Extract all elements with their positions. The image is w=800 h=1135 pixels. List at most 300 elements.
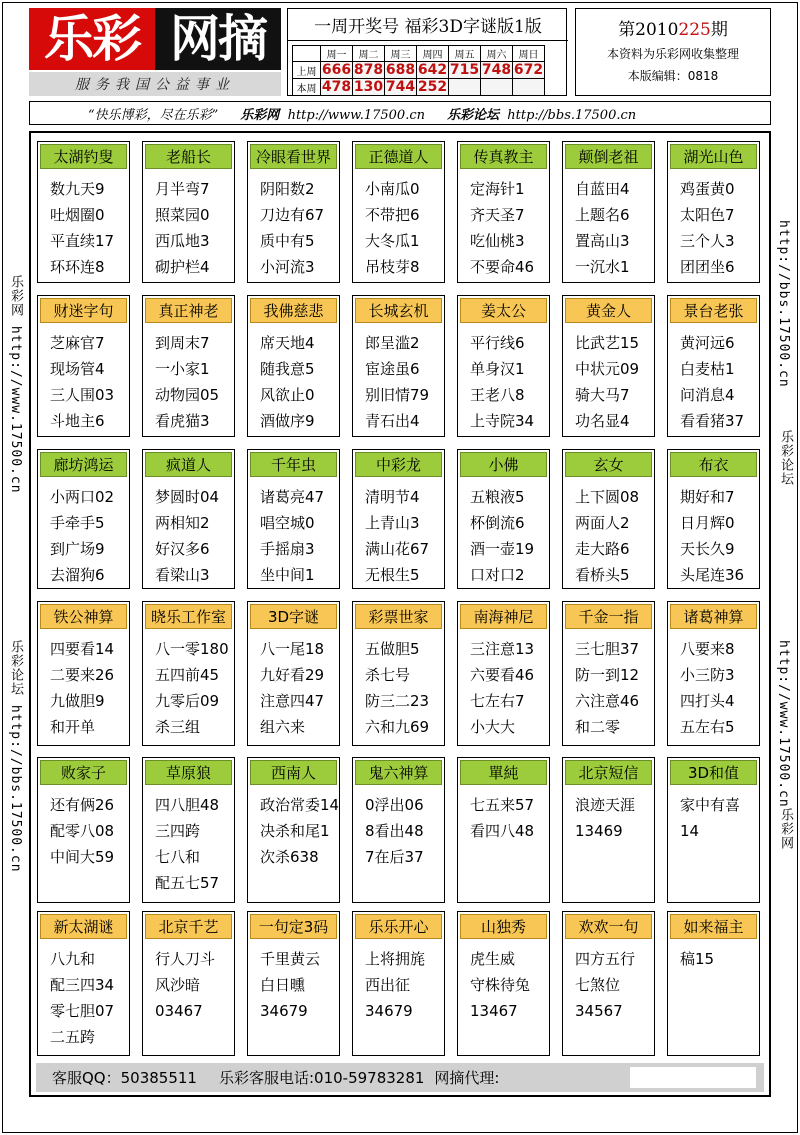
riddle-cell [37,601,130,746]
riddle-author: 布衣 [670,452,757,477]
riddle-lines [143,629,234,740]
draw-number: 748 [481,62,512,78]
riddle-lines [563,629,654,740]
footer-bar [36,1063,764,1092]
riddle-line: 五左右5 [680,718,735,736]
riddle-cell [247,911,340,1056]
riddle-lines [248,169,339,280]
riddle-line: 齐天圣7 [470,206,525,224]
riddle-cell [37,141,130,283]
riddle-lines [353,477,444,588]
riddle-line: 六注意46 [575,692,640,710]
riddle-line: 骑大马7 [575,386,630,404]
riddle-line: 自蓝田4 [575,180,630,198]
side-text-left-forum: 乐彩论坛 http://bbs.17500.cn [8,640,23,873]
riddle-author: 北京短信 [565,760,652,785]
riddle-line: 去溜狗6 [50,566,105,584]
riddle-lines [248,629,339,740]
riddle-line: 看桥头5 [575,566,630,584]
riddle-line: 比武艺15 [575,334,640,352]
riddle-cell [247,449,340,589]
riddle-author: 真正神老 [145,298,232,323]
site-link[interactable] [240,104,425,123]
riddle-lines [563,169,654,280]
riddle-cell [142,757,235,903]
riddle-lines [38,169,129,280]
riddle-lines [353,169,444,280]
riddle-line: 千里黄云 [260,950,321,968]
riddle-cell [562,449,655,589]
logo-text-black: 网摘 [155,8,281,70]
period-title [576,15,770,40]
riddle-author: 湖光山色 [670,144,757,169]
day-label: 周六 [481,46,513,62]
riddle-lines [143,785,234,896]
row-label: 上周 [293,62,321,79]
riddle-author: 3D和值 [670,760,757,785]
riddle-line: 白麦枯1 [680,360,735,378]
riddle-line: 刀边有67 [260,206,325,224]
riddle-lines [353,785,444,870]
day-label: 周日 [513,46,545,62]
riddle-lines [38,629,129,740]
riddle-line: 杯倒流6 [470,514,525,532]
riddle-line: 日月辉0 [680,514,735,532]
draw-number [481,79,513,96]
day-label: 周一 [321,46,353,62]
riddle-cell [247,295,340,437]
riddle-line: 稿15 [680,950,715,968]
riddle-line: 一沉水1 [575,258,630,276]
riddle-line: 期好和7 [680,488,735,506]
riddle-author: 老船长 [145,144,232,169]
riddle-author: 晓乐工作室 [145,604,232,629]
riddle-lines [248,939,339,1024]
riddle-line: 走大路6 [575,540,630,558]
riddle-cell [352,295,445,437]
riddle-line: 二五跨 [50,1028,96,1046]
riddle-author: 疯道人 [145,452,232,477]
riddle-line: 浪迹天涯 [575,796,636,814]
source-note: 本资料为乐彩网收集整理 [606,47,739,61]
riddle-cell [247,141,340,283]
riddle-line: 次杀638 [260,848,319,866]
riddle-cell [667,601,760,746]
riddle-line: 宦途虽6 [365,360,420,378]
riddle-line: 照菜园0 [155,206,210,224]
riddle-line: 别旧情79 [365,386,430,404]
riddle-line: 不带把6 [365,206,420,224]
side-text-left-site: 乐彩网 http://www.17500.cn [8,275,23,494]
riddle-line: 九做胆9 [50,692,105,710]
draw-header-row [293,46,545,62]
riddle-line: 芝麻官7 [50,334,105,352]
riddle-line: 四要看14 [50,640,115,658]
qq-label: 客服QQ：50385511 [52,1069,197,1087]
riddle-line: 三四跨 [155,822,201,840]
riddle-line: 头尾连36 [680,566,745,584]
riddle-line: 黄河远6 [680,334,735,352]
riddle-line: 家中有喜 [680,796,741,814]
riddle-cell [457,449,550,589]
riddle-lines [38,785,129,870]
riddle-line: 7在后37 [365,848,424,866]
riddle-line: 六和九69 [365,718,430,736]
riddle-line: 好汉多6 [155,540,210,558]
riddle-line: 四八胆48 [155,796,220,814]
riddle-line: 诸葛亮47 [260,488,325,506]
riddle-cell [667,141,760,283]
riddle-lines [248,785,339,870]
riddle-line: 口对口2 [470,566,525,584]
riddle-cell [562,295,655,437]
riddle-line: 14 [680,822,700,840]
riddle-line: 和开单 [50,718,96,736]
riddle-cell [667,757,760,903]
riddle-line: 上寺院34 [470,412,535,430]
riddle-line: 平直续17 [50,232,115,250]
riddle-lines [38,477,129,588]
riddle-cell [457,757,550,903]
riddle-author: 草原狼 [145,760,232,785]
riddle-author: 南海神尼 [460,604,547,629]
riddle-line: 唱空城0 [260,514,315,532]
riddle-line: 天长久9 [680,540,735,558]
draw-results-box [287,8,567,96]
riddle-line: 组六来 [260,718,306,736]
riddle-cell [37,911,130,1056]
riddle-line: 青石出4 [365,412,420,430]
riddle-cell [37,295,130,437]
riddle-line: 上将拥旄 [365,950,426,968]
riddle-line: 三个人3 [680,232,735,250]
riddle-author: 小佛 [460,452,547,477]
riddle-cell [562,601,655,746]
riddle-line: 看梁山3 [155,566,210,584]
riddle-cell [562,911,655,1056]
riddle-line: 酒一壶19 [470,540,535,558]
riddle-line: 行人刀斗 [155,950,216,968]
riddle-line: 三七胆37 [575,640,640,658]
issue-title: 一周开奖号 福彩3D字谜版1版 [288,9,568,41]
riddle-lines [143,323,234,434]
period-prefix: 第2010 [618,20,679,40]
riddle-line: 单身汉1 [470,360,525,378]
riddle-line: 防三二23 [365,692,430,710]
url-bar [29,101,771,125]
draw-number [449,79,481,96]
riddle-line: 吃仙桃3 [470,232,525,250]
riddle-cell [667,911,760,1056]
riddle-author: 3D字谜 [250,604,337,629]
riddle-author: 太湖钓叟 [40,144,127,169]
draw-number: 478 [321,79,352,95]
day-label: 周五 [449,46,481,62]
riddle-cell [142,449,235,589]
riddle-line: 0浮出06 [365,796,424,814]
side-text-right-site: 乐彩网 [778,808,793,850]
riddle-cell [142,601,235,746]
riddle-line: 六要看46 [470,666,535,684]
riddle-line: 小南瓜0 [365,180,420,198]
riddle-cell [457,141,550,283]
riddle-lines [668,629,759,740]
riddle-line: 还有俩26 [50,796,115,814]
riddle-line: 守株待兔 [470,976,531,994]
riddle-lines [458,629,549,740]
draw-number: 878 [353,62,384,78]
riddle-author: 中彩龙 [355,452,442,477]
riddle-author: 鬼六神算 [355,760,442,785]
riddle-line: 五粮液5 [470,488,525,506]
riddle-line: 大冬瓜1 [365,232,420,250]
riddle-lines [458,477,549,588]
riddle-author: 山独秀 [460,914,547,939]
agent-input-box [630,1067,756,1088]
riddle-line: 环环连8 [50,258,105,276]
riddle-author: 颠倒老祖 [565,144,652,169]
riddle-line: 到周末7 [155,334,210,352]
riddle-line: 不要命46 [470,258,535,276]
riddle-line: 杀七号 [365,666,411,684]
riddle-cell [667,295,760,437]
riddle-line: 月半弯7 [155,180,210,198]
riddle-lines [458,323,549,434]
riddle-line: 置高山3 [575,232,630,250]
riddle-line: 八九和 [50,950,96,968]
riddle-line: 阴阳数2 [260,180,315,198]
riddle-line: 无根生5 [365,566,420,584]
riddle-author: 千金一指 [565,604,652,629]
riddle-line: 王老八8 [470,386,525,404]
riddle-author: 诸葛神算 [670,604,757,629]
riddle-line: 风欲止0 [260,386,315,404]
riddle-line: 配三四34 [50,976,115,994]
riddle-line: 鸡蛋黄0 [680,180,735,198]
riddle-author: 财迷字句 [40,298,127,323]
riddle-cell [562,141,655,283]
riddle-line: 到广场9 [50,540,105,558]
riddle-cell [352,757,445,903]
riddle-line: 七左右7 [470,692,525,710]
riddle-line: 上下圆08 [575,488,640,506]
riddle-lines [38,323,129,434]
riddle-lines [458,939,549,1024]
forum-url: http://bbs.17500.cn [507,107,637,123]
riddle-line: 太阳色7 [680,206,735,224]
riddle-line: 34679 [260,1002,308,1020]
draw-number: 672 [513,62,544,78]
riddle-author: 西南人 [250,760,337,785]
riddle-author: 乐乐开心 [355,914,442,939]
draw-number: 666 [321,62,352,78]
riddle-line: 二要来26 [50,666,115,684]
riddle-line: 手摇扇3 [260,540,315,558]
riddle-line: 四方五行 [575,950,636,968]
draw-number: 688 [385,62,416,78]
riddle-line: 小河流3 [260,258,315,276]
riddle-lines [248,323,339,434]
riddle-line: 七煞位 [575,976,621,994]
riddle-line: 问消息4 [680,386,735,404]
side-text-right-forum: 乐彩论坛 [778,430,793,486]
riddle-author: 我佛慈悲 [250,298,337,323]
riddle-line: 平行线6 [470,334,525,352]
riddle-lines [668,323,759,434]
issue-info-box [575,8,771,96]
riddle-line: 13469 [575,822,623,840]
riddle-line: 手牵手5 [50,514,105,532]
riddle-author: 正德道人 [355,144,442,169]
riddle-line: 两面人2 [575,514,630,532]
motto: “快乐博彩，尽在乐彩” [88,107,219,123]
riddle-line: 小三防3 [680,666,735,684]
riddle-line: 白日曛 [260,976,306,994]
riddle-lines [668,169,759,280]
riddle-author: 北京千艺 [145,914,232,939]
riddle-line: 两相知2 [155,514,210,532]
riddle-line: 政治常委14 [260,796,340,814]
riddle-line: 三注意13 [470,640,535,658]
riddle-lines [248,477,339,588]
draw-table [292,45,545,96]
riddle-line: 杀三组 [155,718,201,736]
editor-label: 本版编辑：0818 [627,69,719,83]
riddle-lines [668,785,759,844]
riddle-line: 零七胆07 [50,1002,115,1020]
forum-name: 乐彩论坛 [446,107,499,123]
riddle-cell [352,141,445,283]
riddle-line: 坐中间1 [260,566,315,584]
riddle-line: 防一到12 [575,666,640,684]
riddle-author: 败家子 [40,760,127,785]
this-week-row [293,79,545,96]
riddle-line: 上题名6 [575,206,630,224]
riddle-lines [353,323,444,434]
slogan: 服务我国公益事业 [29,72,281,96]
riddle-cell [142,141,235,283]
riddle-line: 小两口02 [50,488,115,506]
riddle-lines [143,169,234,280]
riddle-cell [142,911,235,1056]
riddle-lines [563,939,654,1024]
site-name: 乐彩网 [240,107,280,123]
logo-text-red: 乐彩 [29,8,155,70]
riddle-line: 13467 [470,1002,518,1020]
day-label: 周三 [385,46,417,62]
riddle-line: 看看猪37 [680,412,745,430]
riddle-cell [457,295,550,437]
row-label: 本周 [293,79,321,96]
riddle-lines [563,323,654,434]
riddle-author: 铁公神算 [40,604,127,629]
draw-number: 744 [385,79,416,95]
riddle-line: 郎呈滥2 [365,334,420,352]
riddle-line: 随我意5 [260,360,315,378]
riddle-author: 新太湖谜 [40,914,127,939]
riddle-line: 虎生威 [470,950,516,968]
riddle-cell [457,911,550,1056]
riddle-line: 看虎猫3 [155,412,210,430]
riddle-line: 九好看29 [260,666,325,684]
agent-label: 网摘代理: [434,1069,500,1087]
riddle-line: 看四八48 [470,822,535,840]
riddle-cell [457,601,550,746]
riddle-line: 西瓜地3 [155,232,210,250]
last-week-row [293,62,545,79]
riddle-cell [37,449,130,589]
riddle-line: 风沙暗 [155,976,201,994]
riddle-line: 四打头4 [680,692,735,710]
riddle-line: 斗地主6 [50,412,105,430]
riddle-line: 席天地4 [260,334,315,352]
riddle-line: 决杀和尾1 [260,822,330,840]
day-label: 周四 [417,46,449,62]
riddle-lines [668,939,759,972]
riddle-line: 质中有5 [260,232,315,250]
riddle-author: 黄金人 [565,298,652,323]
riddle-line: 八一尾18 [260,640,325,658]
riddle-lines [668,477,759,588]
riddle-line: 配五七57 [155,874,220,892]
riddle-line: 吊枝芽8 [365,258,420,276]
riddle-line: 和二零 [575,718,621,736]
riddle-author: 姜太公 [460,298,547,323]
forum-link[interactable] [447,104,636,123]
riddle-cell [142,295,235,437]
riddle-line: 梦圆时04 [155,488,220,506]
riddle-cell [247,757,340,903]
riddle-lines [353,629,444,740]
riddle-line: 上青山3 [365,514,420,532]
riddle-cell [667,449,760,589]
phone-label: 乐彩客服电话:010-59783281 [218,1069,425,1087]
riddle-line: 西出征 [365,976,411,994]
draw-number: 252 [417,79,448,95]
riddle-author: 千年虫 [250,452,337,477]
riddle-line: 砌护栏4 [155,258,210,276]
riddle-cell [37,757,130,903]
day-label: 周二 [353,46,385,62]
riddle-author: 玄女 [565,452,652,477]
riddle-line: 七八和 [155,848,201,866]
riddle-line: 清明节4 [365,488,420,506]
riddle-line: 吐烟圈0 [50,206,105,224]
riddle-cell [352,601,445,746]
riddle-line: 定海针1 [470,180,525,198]
riddle-author: 欢欢一句 [565,914,652,939]
riddle-lines [143,939,234,1024]
riddle-author: 冷眼看世界 [250,144,337,169]
riddle-line: 小大大 [470,718,516,736]
riddle-line: 34679 [365,1002,413,1020]
riddle-line: 九零后09 [155,692,220,710]
riddle-line: 中间大59 [50,848,115,866]
riddle-lines [563,785,654,844]
riddle-lines [458,169,549,280]
riddle-line: 团团坐6 [680,258,735,276]
riddle-line: 八要来8 [680,640,735,658]
riddle-line: 五做胆5 [365,640,420,658]
riddle-author: 如来福主 [670,914,757,939]
riddle-line: 8看出48 [365,822,424,840]
draw-number: 715 [449,62,480,78]
riddle-author: 廊坊鸿运 [40,452,127,477]
draw-number: 642 [417,62,448,78]
riddle-lines [353,939,444,1024]
riddle-line: 34567 [575,1002,623,1020]
riddle-line: 中状元09 [575,360,640,378]
